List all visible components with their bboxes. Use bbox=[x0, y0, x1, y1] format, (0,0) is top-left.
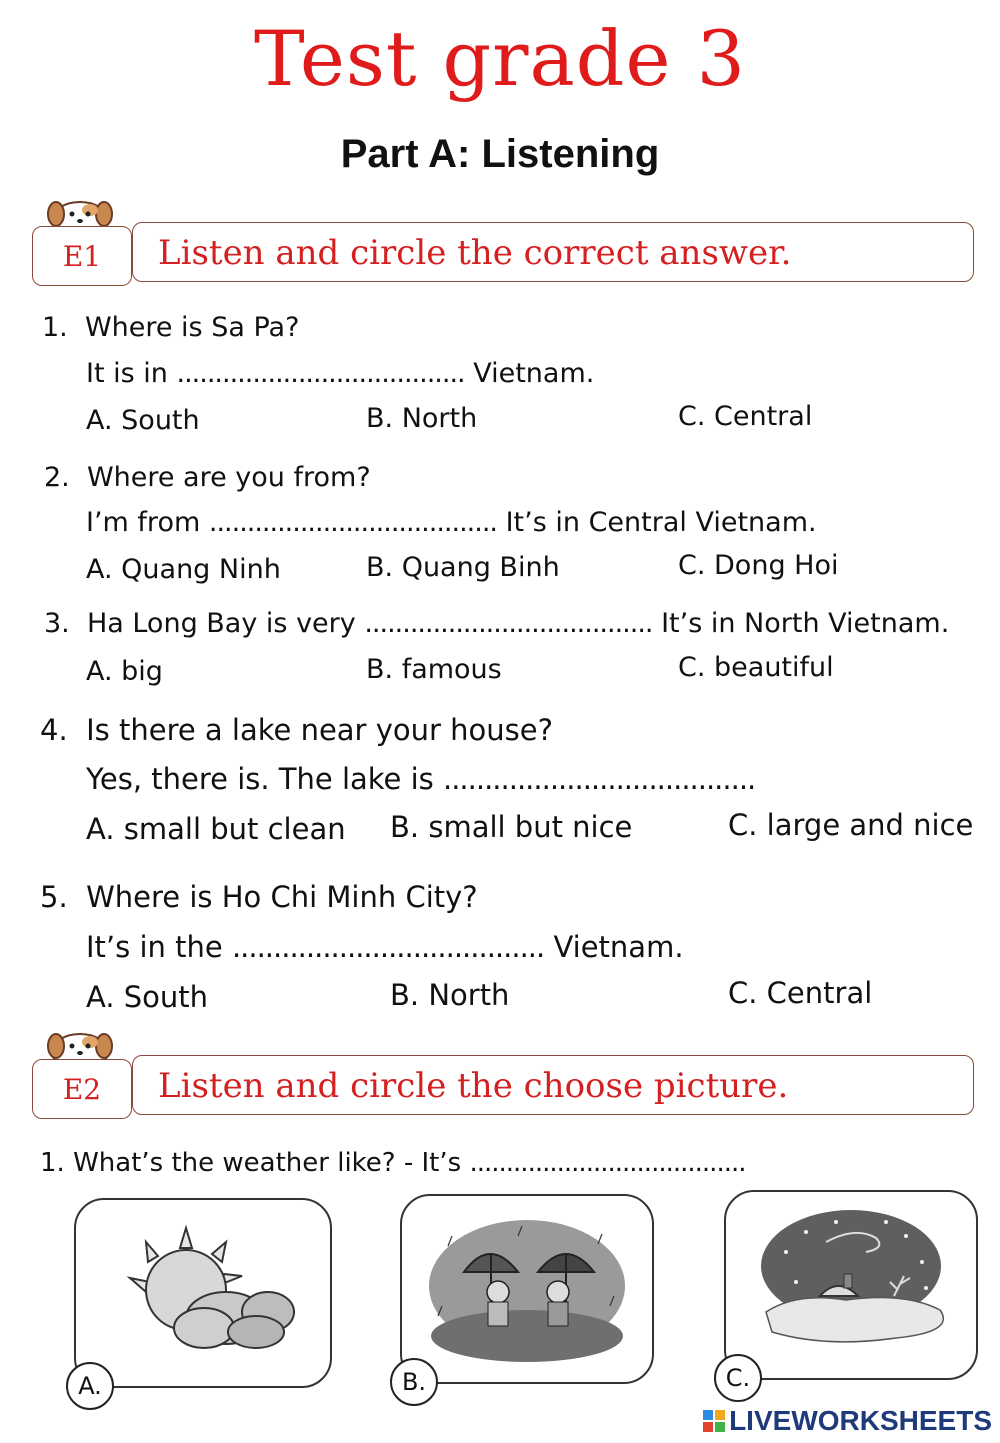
page-title: Test grade 3 bbox=[254, 14, 746, 103]
picture-c[interactable] bbox=[724, 1190, 978, 1380]
e2-tag: E2 bbox=[32, 1059, 132, 1119]
q5-option-b[interactable]: B. North bbox=[390, 978, 510, 1012]
sun-cloud-icon bbox=[76, 1200, 330, 1386]
picture-a[interactable] bbox=[74, 1198, 332, 1388]
q2-option-c[interactable]: C. Dong Hoi bbox=[678, 550, 839, 581]
e2-question-1: 1. What’s the weather like? - It’s ...................................... bbox=[40, 1148, 746, 1178]
puppy-icon bbox=[46, 192, 114, 230]
q2-option-a[interactable]: A. Quang Ninh bbox=[86, 554, 281, 585]
question-2-answer-line: I’m from ...................................... It’s in Central Vietnam. bbox=[86, 507, 817, 538]
q1-option-c[interactable]: C. Central bbox=[678, 401, 813, 432]
liveworksheets-watermark: LIVEWORKSHEETS bbox=[703, 1405, 992, 1437]
part-heading: Part A: Listening bbox=[340, 132, 660, 176]
question-4: 4. Is there a lake near your house? bbox=[40, 713, 553, 747]
question-2: 2. Where are you from? bbox=[44, 462, 371, 493]
q2-option-b[interactable]: B. Quang Binh bbox=[366, 552, 560, 583]
picture-b[interactable] bbox=[400, 1194, 654, 1384]
q3-option-c[interactable]: C. beautiful bbox=[678, 652, 834, 683]
q3-option-a[interactable]: A. big bbox=[86, 656, 163, 687]
e1-instruction: Listen and circle the correct answer. bbox=[158, 233, 792, 273]
puppy-icon bbox=[46, 1024, 114, 1062]
question-5: 5. Where is Ho Chi Minh City? bbox=[40, 880, 478, 914]
liveworksheets-logo-icon bbox=[703, 1410, 725, 1432]
question-1: 1. Where is Sa Pa? bbox=[42, 312, 300, 343]
q1-option-a[interactable]: A. South bbox=[86, 405, 200, 436]
picture-c-label[interactable]: C. bbox=[714, 1354, 762, 1402]
question-4-answer-line: Yes, there is. The lake is ...................................... bbox=[86, 762, 756, 796]
e2-instruction: Listen and circle the choose picture. bbox=[158, 1066, 789, 1106]
q5-option-a[interactable]: A. South bbox=[86, 980, 209, 1014]
q4-option-c[interactable]: C. large and nice bbox=[728, 808, 974, 842]
picture-b-label[interactable]: B. bbox=[390, 1358, 438, 1406]
rain-children-icon bbox=[402, 1196, 652, 1382]
q4-option-a[interactable]: A. small but clean bbox=[86, 812, 346, 846]
q1-option-b[interactable]: B. North bbox=[366, 403, 478, 434]
e1-tag: E1 bbox=[32, 226, 132, 286]
q4-option-b[interactable]: B. small but nice bbox=[390, 810, 633, 844]
question-3: 3. Ha Long Bay is very ...................................... It’s in North Vietnam. bbox=[44, 608, 950, 639]
snow-house-icon bbox=[726, 1192, 976, 1378]
q5-option-c[interactable]: C. Central bbox=[728, 976, 873, 1010]
question-1-answer-line: It is in ...................................... Vietnam. bbox=[86, 358, 595, 389]
question-5-answer-line: It’s in the ...................................... Vietnam. bbox=[86, 930, 684, 964]
q3-option-b[interactable]: B. famous bbox=[366, 654, 502, 685]
picture-a-label[interactable]: A. bbox=[66, 1362, 114, 1410]
